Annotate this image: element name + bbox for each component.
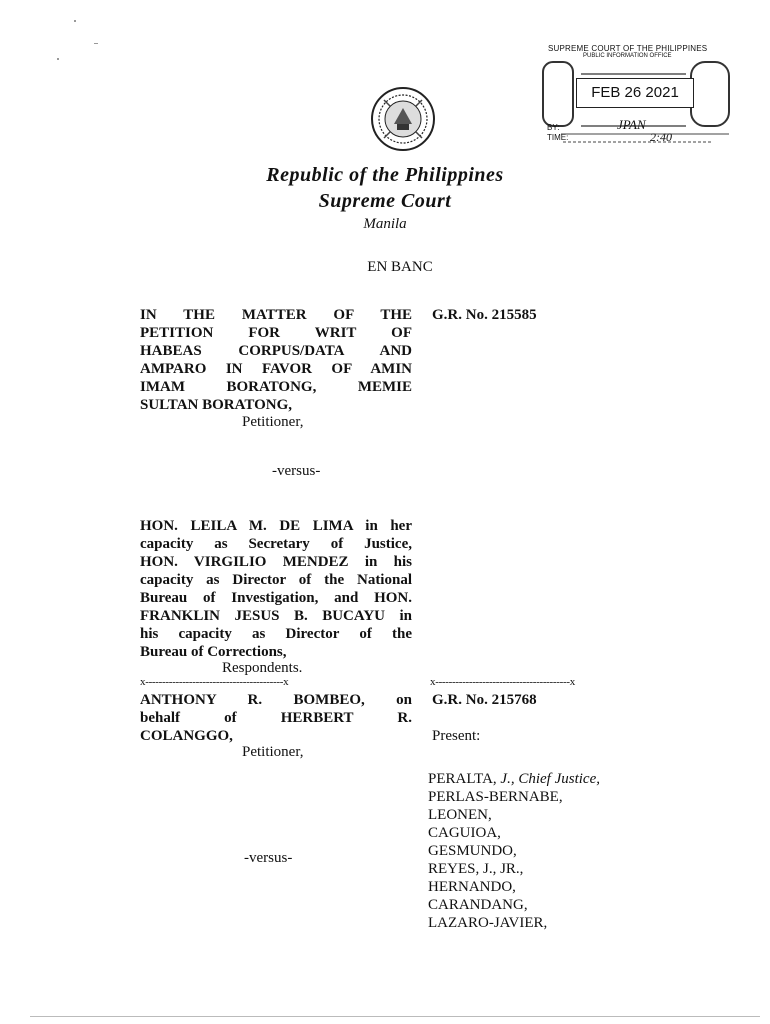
caption-line: IMAM BORATONG, MEMIE (140, 379, 412, 395)
justice-item: LEONEN, (428, 807, 492, 823)
justice-name: PERALTA, (428, 771, 501, 787)
present-label: Present: (432, 728, 481, 744)
caption-line: SULTAN BORATONG, (140, 397, 292, 413)
respondent-line: Bureau of Corrections, (140, 644, 287, 660)
versus-label: -versus- (272, 463, 321, 479)
petitioner-label: Petitioner, (242, 414, 304, 430)
justice-item (428, 770, 728, 788)
heading-city: Manila (363, 216, 407, 232)
caption-line: COLANGGO, (140, 728, 233, 744)
stamp-signature: JPAN (617, 117, 646, 132)
heading-division: EN BANC (367, 259, 433, 275)
caption-line: PETITION FOR WRIT OF (140, 325, 412, 341)
caption-line: HABEAS CORPUS/DATA AND (140, 343, 412, 359)
respondent-name: HON. VIRGILIO MENDEZ (140, 554, 349, 570)
scan-speck (57, 58, 59, 60)
heading-republic: Republic of the Philippines (266, 164, 504, 186)
caption-line: ANTHONY R. BOMBEO, on (140, 692, 412, 708)
separator-left: x-----------------------------------------x (140, 676, 289, 688)
respondent-line (140, 553, 412, 571)
justice-item: GESMUNDO, (428, 843, 517, 859)
justices-list (428, 770, 728, 932)
stamp-office: PUBLIC INFORMATION OFFICE (583, 53, 672, 59)
respondent-name: FRANKLIN JESUS B. BUCAYU (140, 608, 385, 624)
justice-item: LAZARO-JAVIER, (428, 915, 548, 931)
justice-item: HERNANDO, (428, 879, 516, 895)
respondent-text: in (385, 608, 412, 624)
page-bottom-edge (30, 1016, 760, 1017)
caption-line: IN THE MATTER OF THE (140, 307, 412, 323)
separator-right: x----------------------------------------x (430, 676, 575, 688)
respondent-text: in his (348, 554, 412, 570)
versus-label: -versus- (244, 850, 293, 866)
caption-line: AMPARO IN FAVOR OF AMIN (140, 361, 412, 377)
heading-court: Supreme Court (318, 190, 452, 212)
justice-item: CAGUIOA, (428, 825, 501, 841)
respondent-line: capacity as Secretary of Justice, (140, 536, 412, 552)
case1-gr-number: G.R. No. 215585 (432, 307, 537, 323)
petitioner-label: Petitioner, (242, 744, 304, 760)
respondent-line (140, 517, 412, 535)
justice-item: PERLAS-BERNABE, (428, 789, 563, 805)
stamp-organization: SUPREME COURT OF THE PHILIPPINES (548, 44, 708, 53)
respondent-line: his capacity as Director of the (140, 626, 412, 642)
scan-speck (94, 43, 98, 44)
respondent-line: Bureau of Investigation, and HON. (140, 590, 412, 606)
respondent-line: capacity as Director of the National (140, 572, 412, 588)
stamp-date: FEB 26 2021 (576, 78, 694, 108)
caption-line: behalf of HERBERT R. (140, 710, 412, 726)
justice-item: REYES, J., JR., (428, 861, 524, 877)
stamp-time-label: TIME: (547, 133, 569, 142)
justice-item: CARANDANG, (428, 897, 528, 913)
case2-gr-number: G.R. No. 215768 (432, 692, 537, 708)
stamp-by-label: BY: (547, 123, 560, 132)
justice-title: J., Chief Justice, (500, 771, 600, 787)
respondent-line (140, 607, 412, 625)
respondent-name: HON. LEILA M. DE LIMA (140, 518, 353, 534)
scan-speck (74, 20, 76, 22)
respondents-label: Respondents. (222, 660, 303, 676)
stamp-time-value: 2:40 (650, 130, 672, 144)
supreme-court-seal (370, 86, 436, 152)
seal-icon (370, 86, 436, 152)
respondent-text: in her (352, 518, 413, 534)
